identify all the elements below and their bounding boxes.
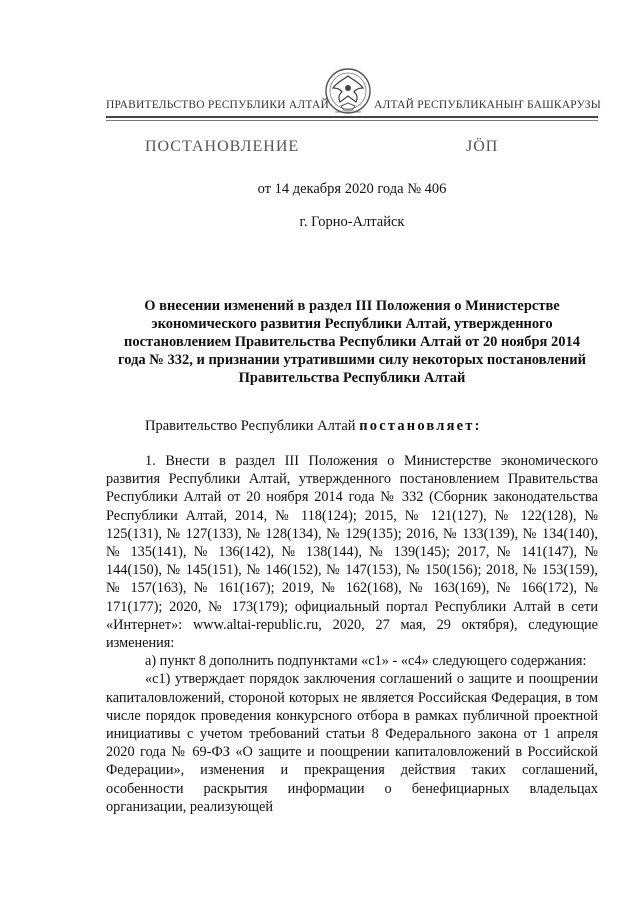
header-government-name-ru: ПРАВИТЕЛЬСТВО РЕСПУБЛИКИ АЛТАЙ [106, 99, 330, 111]
lead-sentence [145, 418, 482, 435]
header-divider-thin [106, 120, 598, 121]
lead-emphasis: постановляет: [359, 418, 482, 434]
lead-text: Правительство Республики Алтай [145, 418, 360, 434]
decree-type-ru: ПОСТАНОВЛЕНИЕ [145, 138, 300, 155]
paragraph-3: «с1) утверждает порядок заключения соглашений о защите и поощрении капиталовложений, стороной которых не является Российская Федерация, в том числе порядок проведения конкурсного отбора в рамках публичной проектной инициативы с учетом требований статьи 8 Федерального закона от 1 апреля 2020 года № 69-ФЗ «О защите и поощрении капиталовложений в Российской Федерации», изменения и прекращения действия таких соглашений, особенности раскрытия информации о бенефициарных владельцах организации, реализующей [106, 671, 598, 815]
paragraph-2: а) пункт 8 дополнить подпунктами «с1» - «с4» следующего содержания: [145, 653, 587, 670]
header-government-name-altai: АЛТАЙ РЕСПУБЛИКАНЫҤ БАШКАРУЗЫ [374, 99, 601, 111]
document-body [106, 452, 598, 816]
document-title: О внесении изменений в раздел III Положения о Министерстве экономического развития Республики Алтай, утвержденного постановлением Правительства Республики Алтай от 20 ноября 2014 года № 332, и признании утратившими силу некоторых постановлений Правительства Республики Алтай [118, 298, 586, 386]
decree-date-number: от 14 декабря 2020 года № 406 [257, 181, 447, 197]
paragraph-1: 1. Внести в раздел III Положения о Министерстве экономического развития Республики Алтай, утвержденного постановлением Правительства Республики Алтай от 20 ноября 2014 года № 332 (Сборник законодательства Республики Алтай, 2014, № 118(124); 2015, № 121(127), № 122(128), № 125(131), № 127(133), № 128(134), № 129(135); 2016, № 133(139), № 134(140), № 135(141), № 136(142), № 138(144), № 139(145); 2017, № 141(147), № 144(150), № 145(151), № 146(152), № 147(153), № 150(156); 2018, № 153(159), № 157(163), № 161(167); 2019, № 162(168), № 163(169), № 166(172), № 171(177); 2020, № 173(179); официальный портал Республики Алтай в сети «Интернет»: www.altai-republic.ru, 2020, 27 мая, 29 октября), следующие изменения: [106, 453, 598, 652]
decree-type-altai: JÖП [466, 138, 499, 155]
header-divider [106, 116, 598, 118]
decree-city: г. Горно-Алтайск [299, 214, 405, 230]
